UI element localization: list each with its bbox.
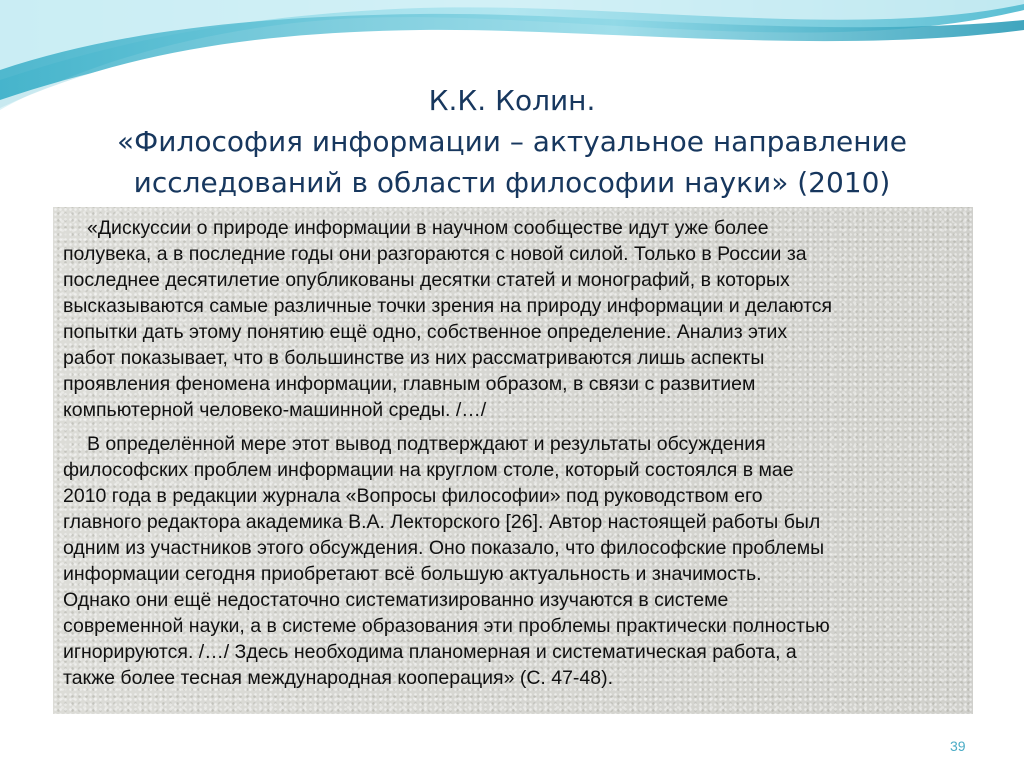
text-line: последнее десятилетие опубликованы десятки статей и монографий, в которых	[63, 269, 790, 291]
title-line-work-cont: исследований в области философии науки» (2010)	[133, 166, 891, 199]
page-number: 39	[950, 738, 966, 754]
text-line: одним из участников этого обсуждения. Оно показало, что философские проблемы	[63, 537, 825, 559]
text-line: компьютерной человеко-машинной среды. /…/	[63, 399, 487, 421]
title-line-work: «Философия информации – актуальное направление	[117, 125, 907, 158]
quote-paragraph-2	[63, 431, 965, 691]
text-line: философских проблем информации на круглом столе, который состоялся в мае	[63, 459, 794, 481]
text-line: игнорируются. /…/ Здесь необходима планомерная и систематическая работа, а	[63, 641, 797, 663]
text-line: высказываются самые различные точки зрения на природу информации и делаются	[63, 295, 833, 317]
text-line: работ показывает, что в большинстве из них рассматриваются лишь аспекты	[63, 347, 765, 369]
quote-box	[53, 207, 973, 714]
text-line: полувека, а в последние годы они разгораются с новой силой. Только в России за	[63, 243, 807, 265]
slide-title	[60, 80, 964, 203]
text-line: информации сегодня приобретают всё большую актуальность и значимость.	[63, 563, 762, 585]
text-line: современной науки, а в системе образования эти проблемы практически полностью	[63, 615, 830, 637]
paragraph-gap	[63, 423, 965, 431]
title-line-author: К.К. Колин.	[428, 84, 596, 117]
text-line: Однако они ещё недостаточно систематизированно изучаются в системе	[63, 589, 729, 611]
text-line: В определённой мере этот вывод подтверждают и результаты обсуждения	[87, 433, 766, 455]
text-line: 2010 года в редакции журнала «Вопросы философии» под руководством его	[63, 485, 763, 507]
quote-paragraph-1	[63, 215, 965, 423]
text-line: «Дискуссии о природе информации в научном сообществе идут уже более	[87, 217, 769, 239]
text-line: проявления феномена информации, главным образом, в связи с развитием	[63, 373, 756, 395]
text-line: также более тесная международная кооперация» (С. 47-48).	[63, 667, 614, 689]
text-line: попытки дать этому понятию ещё одно, собственное определение. Анализ этих	[63, 321, 788, 343]
text-line: главного редактора академика В.А. Лекторского [26]. Автор настоящей работы был	[63, 511, 821, 533]
